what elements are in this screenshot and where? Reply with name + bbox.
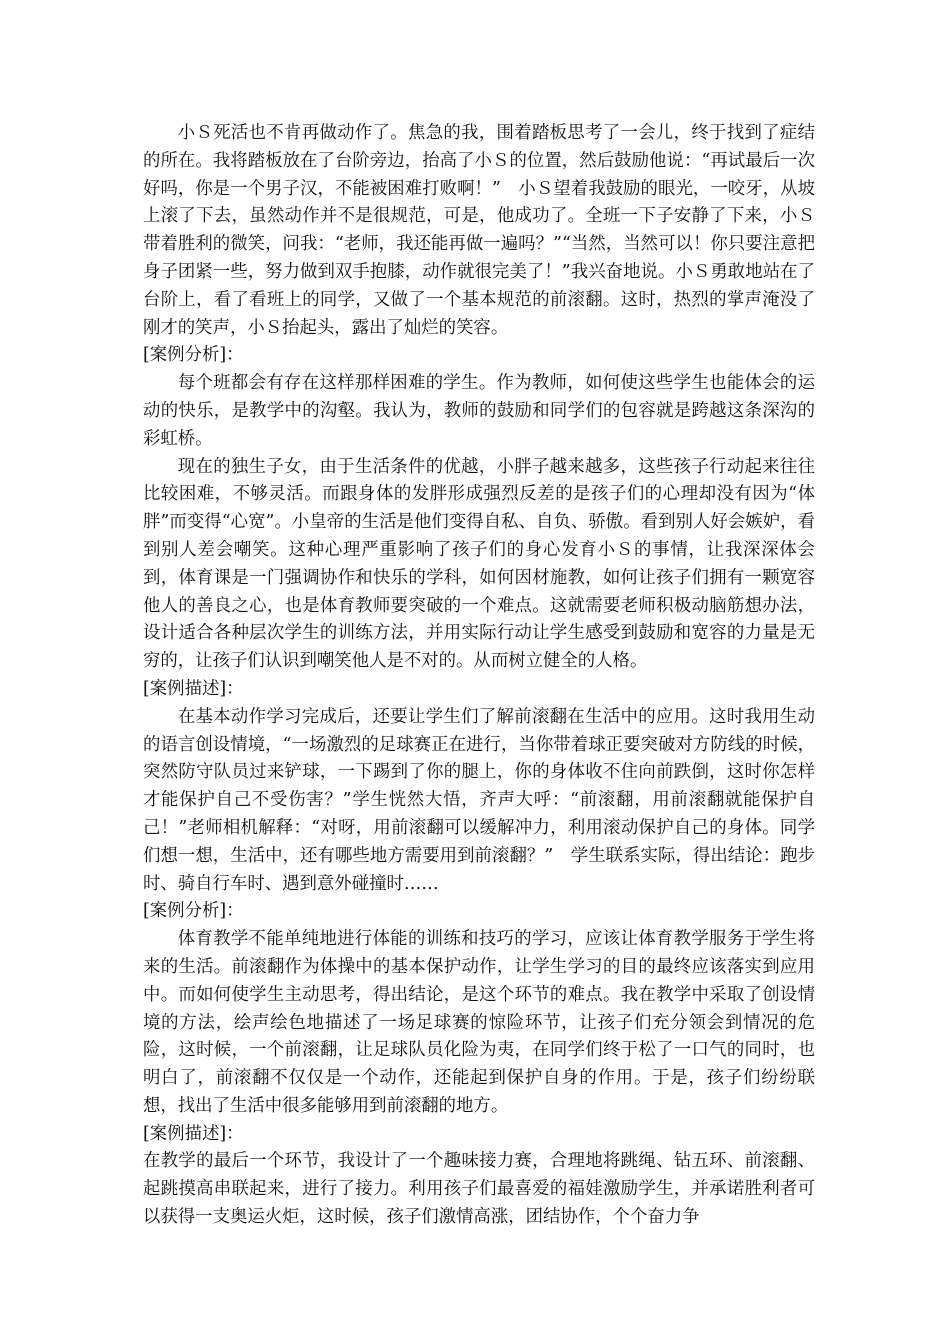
- section-heading-analysis-1: [案例分析]：: [143, 345, 244, 366]
- paragraph-analysis-intro: 每个班都会有存在这样那样困难的学生。作为教师，如何使这些学生也能体会的运动的快乐，是教学中的沟壑。我认为，教师的鼓励和同学们的包容就是跨越这条深沟的彩虹桥。: [143, 373, 815, 449]
- paragraph-analysis-only-child: 现在的独生子女，由于生活条件的优越，小胖子越来越多，这些孩子行动起来往往比较困难，不够灵活。而跟身体的发胖形成强烈反差的是孩子们的心理却没有因为“体胖”而变得“心宽”。小皇帝的生活是他们变得自私、自负、骄傲。看到别人好会嫉妒，看到别人差会嘲笑。这种心理严重影响了孩子们的身心发育小Ｓ的事情，让我深深体会到，体育课是一门强调协作和快乐的学科，如何因材施教，如何让孩子们拥有一颗宽容他人的善良之心，也是体育教师要突破的一个难点。这就需要老师积极动脑筋想办法，设计适合各种层次学生的训练方法，并用实际行动让学生感受到鼓励和宽容的力量是无穷的，让孩子们认识到嘲笑他人是不对的。从而树立健全的人格。: [143, 456, 815, 672]
- section-heading-description-2: [案例描述]：: [143, 1123, 244, 1144]
- section-heading-analysis-2: [案例分析]：: [143, 901, 244, 922]
- paragraph-description-relay: 在教学的最后一个环节，我设计了一个趣味接力赛，合理地将跳绳、钻五环、前滚翻、起跳摸高串联起来，进行了接力。利用孩子们最喜爱的福娃激励学生，并承诺胜利者可以获得一支奥运火炬，这时候，孩子们激情高涨，团结协作，个个奋力争: [143, 1151, 815, 1228]
- document-page: [143, 120, 815, 1232]
- paragraph-story-ending: 小Ｓ死活也不肯再做动作了。焦急的我，围着踏板思考了一会儿，终于找到了症结的所在。我将踏板放在了台阶旁边，抬高了小Ｓ的位置，然后鼓励他说：“再试最后一次好吗，你是一个男子汉，不能被困难打败啊！” 小Ｓ望着我鼓励的眼光，一咬牙，从坡上滚了下去，虽然动作并不是很规范，可是，他成功了。全班一下子安静了下来，小Ｓ带着胜利的微笑，问我：“老师，我还能再做一遍吗？”“当然，当然可以！你只要注意把身子团紧一些，努力做到双手抱膝，动作就很完美了！”我兴奋地说。小Ｓ勇敢地站在了台阶上，看了看班上的同学，又做了一个基本规范的前滚翻。这时，热烈的掌声淹没了刚才的笑声，小Ｓ抬起头，露出了灿烂的笑容。: [143, 123, 815, 338]
- paragraph-analysis-application: 体育教学不能单纯地进行体能的训练和技巧的学习，应该让体育教学服务于学生将来的生活。前滚翻作为体操中的基本保护动作，让学生学习的目的最终应该落实到应用中。而如何使学生主动思考，得出结论，是这个环节的难点。我在教学中采取了创设情境的方法，绘声绘色地描述了一场足球赛的惊险环节，让孩子们充分领会到情况的危险，这时候，一个前滚翻，让足球队员化险为夷，在同学们终于松了一口气的同时，也明白了，前滚翻不仅仅是一个动作，还能起到保护自身的作用。于是，孩子们纷纷联想，找出了生活中很多能够用到前滚翻的地方。: [143, 929, 815, 1116]
- paragraph-description-football: 在基本动作学习完成后，还要让学生们了解前滚翻在生活中的应用。这时我用生动的语言创设情境，“一场激烈的足球赛正在进行，当你带着球正要突破对方防线的时候，突然防守队员过来铲球，一下踢到了你的腿上，你的身体收不住向前跌倒，这时你怎样才能保护自己不受伤害？”学生恍然大悟，齐声大呼：“前滚翻，用前滚翻就能保护自己！”老师相机解释：“对呀，用前滚翻可以缓解冲力，利用滚动保护自己的身体。同学们想一想，生活中，还有哪些地方需要用到前滚翻？” 学生联系实际，得出结论：跑步时、骑自行车时、遇到意外碰撞时……: [143, 706, 815, 894]
- section-heading-description-1: [案例描述]：: [143, 678, 244, 699]
